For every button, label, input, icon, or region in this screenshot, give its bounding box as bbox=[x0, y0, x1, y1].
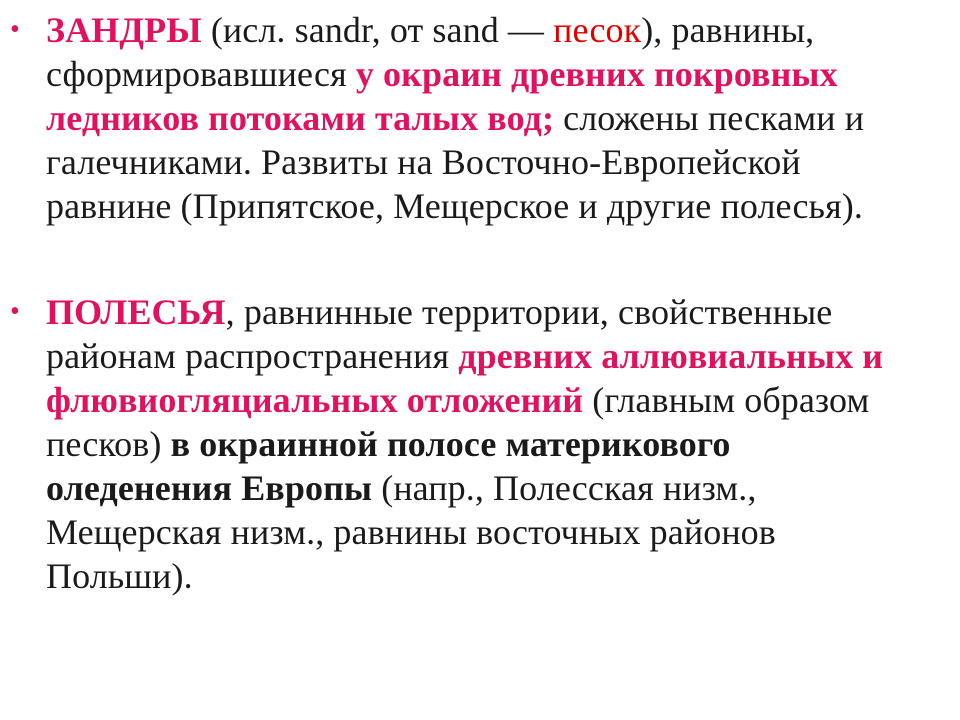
bullet-item-zandry bbox=[10, 8, 906, 228]
highlight-glacier-margin: у окраин древних покровных ледников потоками талых вод; bbox=[46, 54, 838, 138]
bullet-marker: • bbox=[10, 14, 20, 45]
clarification-text: (главным образом песков) bbox=[46, 380, 870, 464]
etymology-text: (исл. sandr, от sand — bbox=[201, 10, 554, 50]
definition-text: ), равнины, сформировавшиеся bbox=[46, 10, 815, 94]
description-text: сложены песками и галечниками. Развиты на Восточно-Европейской равнине (Припятское, Мещерское и другие полесья). bbox=[46, 98, 865, 226]
highlight-glaciation-zone: в окраинной полосе материкового оледенения Европы bbox=[46, 424, 731, 508]
definition-text: , равнинные территории, свойственные районам распространения bbox=[46, 292, 833, 376]
bullet-item-polesya bbox=[10, 290, 906, 598]
highlight-deposits: древних аллювиальных и флювиогляциальных отложений bbox=[46, 336, 884, 420]
term-zandry: ЗАНДРЫ bbox=[46, 10, 202, 50]
examples-text: (напр., Полесская низм., Мещерская низм., равнины восточных районов Польши). bbox=[46, 468, 776, 596]
bullet-marker: • bbox=[10, 296, 20, 327]
term-polesya: ПОЛЕСЬЯ bbox=[46, 292, 226, 332]
highlight-pesok: песок bbox=[553, 10, 642, 50]
